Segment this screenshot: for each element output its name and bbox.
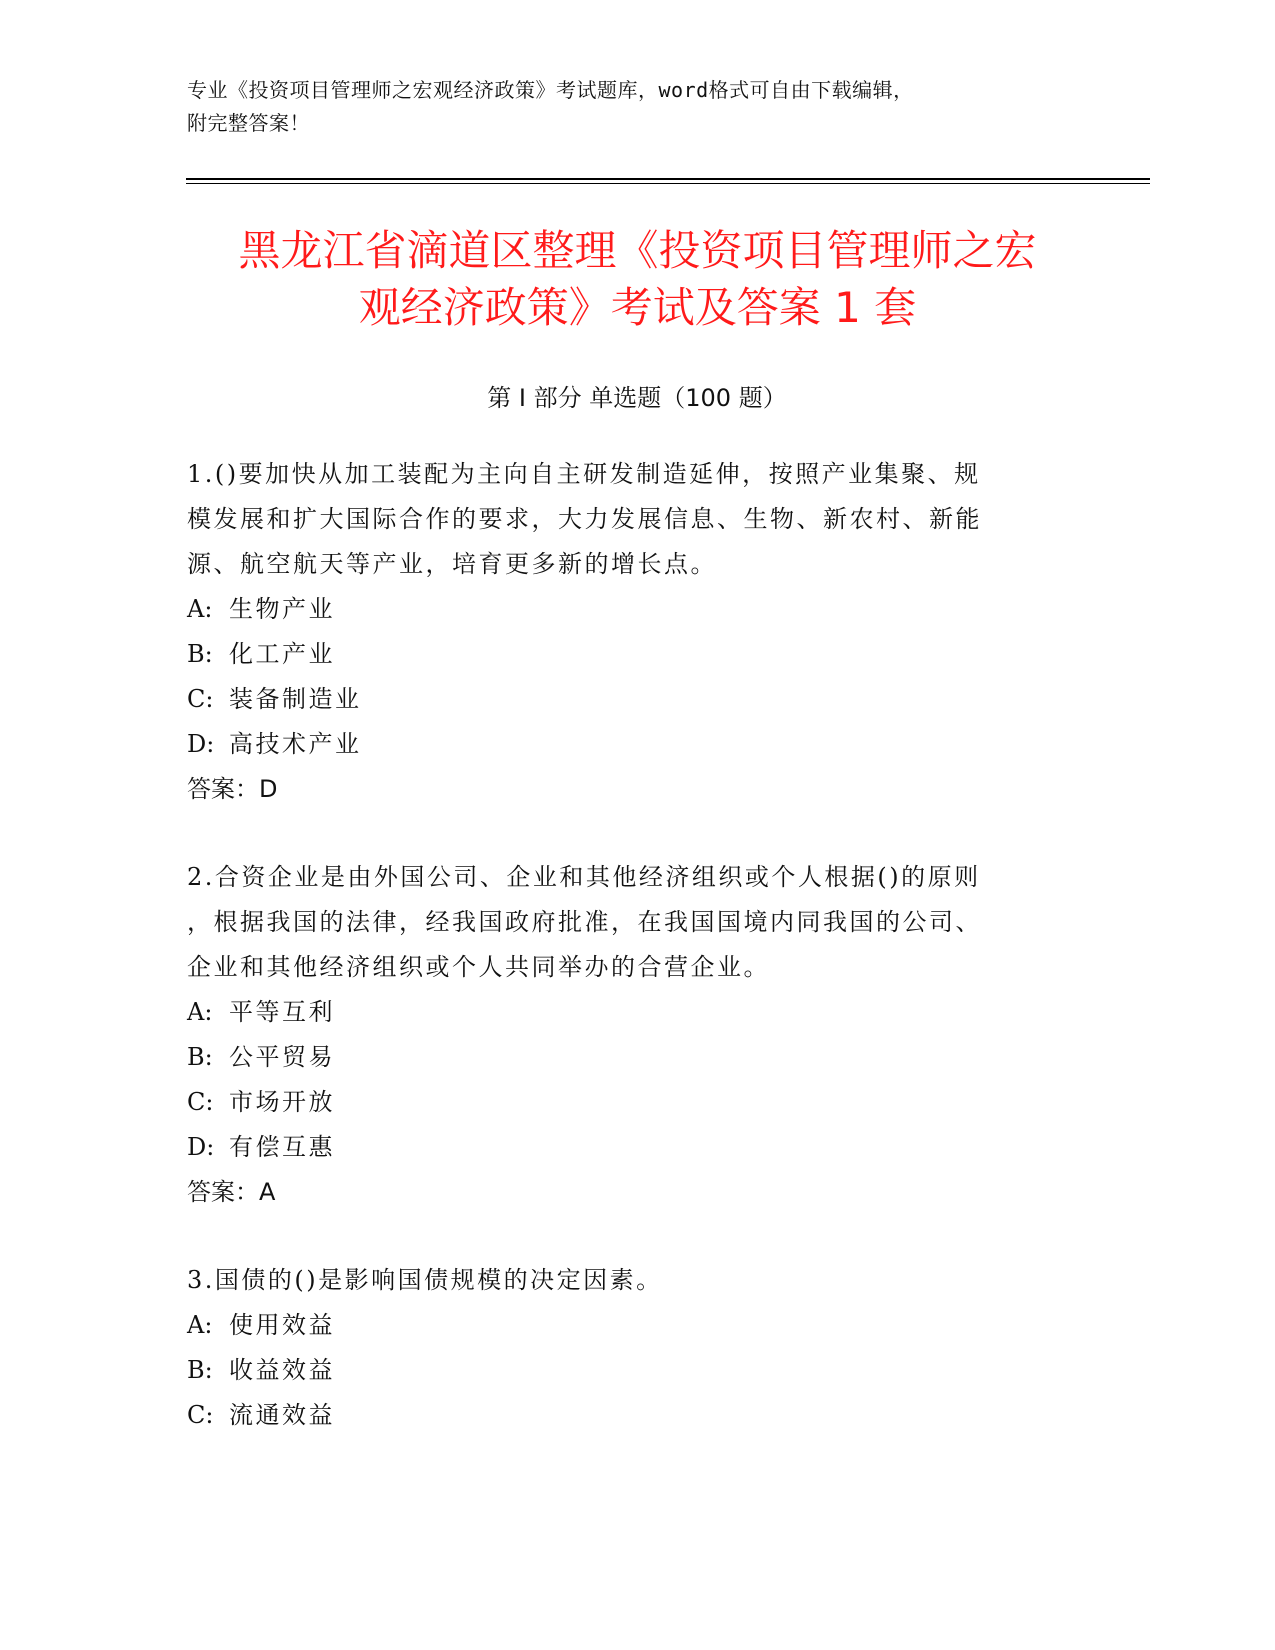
- header-note-line-1: 专业《投资项目管理师之宏观经济政策》考试题库，word格式可自由下载编辑，: [187, 78, 914, 102]
- option-c: [187, 1393, 1067, 1438]
- option-text: 收益效益: [229, 1356, 335, 1384]
- option-text: 高技术产业: [229, 730, 362, 758]
- option-c: [187, 1080, 1067, 1125]
- option-text: 生物产业: [229, 595, 335, 623]
- option-label: B:: [187, 1043, 213, 1071]
- option-a: [187, 1303, 1067, 1348]
- option-text: 装备制造业: [229, 685, 362, 713]
- option-label: C:: [187, 1088, 214, 1116]
- document-title-line-2: 观经济政策》考试及答案 1 套: [358, 283, 917, 332]
- document-title: [150, 222, 1125, 336]
- option-text: 平等互利: [229, 998, 335, 1026]
- header-divider-thin: [186, 183, 1150, 184]
- option-label: B:: [187, 640, 213, 668]
- question-stem-line: 3.国债的()是影响国债规模的决定因素。: [187, 1266, 663, 1294]
- option-a: [187, 990, 1067, 1035]
- question-stem-line: 2.合资企业是由外国公司、企业和其他经济组织或个人根据()的原则: [187, 863, 981, 891]
- question-2: [187, 855, 1067, 1215]
- option-label: C:: [187, 685, 214, 713]
- question-stem-line: 模发展和扩大国际合作的要求，大力发展信息、生物、新农村、新能: [187, 505, 982, 533]
- question-stem-line: 源、航空航天等产业，培育更多新的增长点。: [187, 550, 717, 578]
- option-text: 化工产业: [229, 640, 335, 668]
- option-text: 有偿互惠: [229, 1133, 335, 1161]
- option-text: 流通效益: [229, 1401, 335, 1429]
- option-b: [187, 1035, 1067, 1080]
- question-3: [187, 1258, 1067, 1438]
- document-title-line-1: 黑龙江省滴道区整理《投资项目管理师之宏: [238, 226, 1037, 275]
- answer-line: 答案：D: [187, 775, 278, 803]
- header-divider-thick: [186, 178, 1150, 180]
- option-b: [187, 632, 1067, 677]
- question-1: [187, 452, 1067, 812]
- option-d: [187, 1125, 1067, 1170]
- option-label: B:: [187, 1356, 213, 1384]
- question-stem-line: ，根据我国的法律，经我国政府批准，在我国国境内同我国的公司、: [187, 908, 982, 936]
- option-text: 使用效益: [229, 1311, 335, 1339]
- option-label: D:: [187, 1133, 215, 1161]
- option-label: C:: [187, 1401, 214, 1429]
- header-note-line-2: 附完整答案！: [187, 111, 310, 135]
- option-label: A:: [187, 1311, 213, 1339]
- question-stem-line: 1.()要加快从加工装配为主向自主研发制造延伸，按照产业集聚、规: [187, 460, 981, 488]
- section-heading: 第 I 部分 单选题（100 题）: [487, 384, 787, 412]
- option-a: [187, 587, 1067, 632]
- option-label: D:: [187, 730, 215, 758]
- option-d: [187, 722, 1067, 767]
- option-text: 市场开放: [229, 1088, 335, 1116]
- option-text: 公平贸易: [229, 1043, 335, 1071]
- question-stem-line: 企业和其他经济组织或个人共同举办的合营企业。: [187, 953, 770, 981]
- answer-line: 答案：A: [187, 1178, 276, 1206]
- option-b: [187, 1348, 1067, 1393]
- header-note: [187, 74, 1067, 140]
- option-label: A:: [187, 595, 213, 623]
- option-c: [187, 677, 1067, 722]
- option-label: A:: [187, 998, 213, 1026]
